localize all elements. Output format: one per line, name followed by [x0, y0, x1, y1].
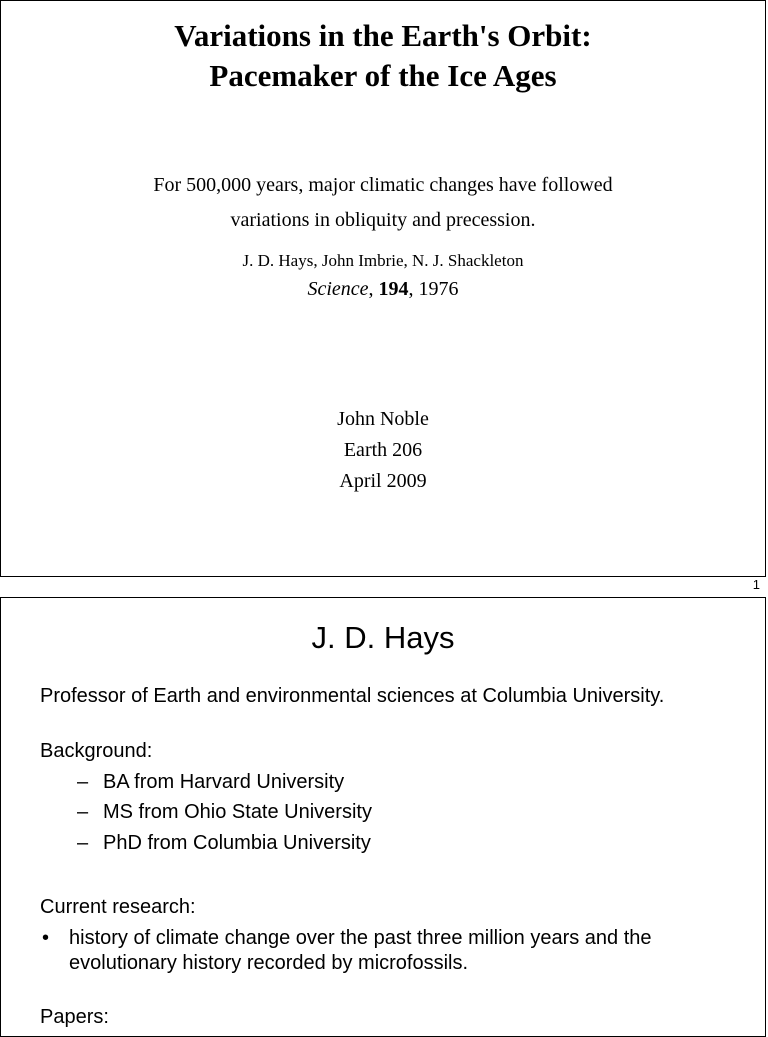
list-item-text: PhD from Columbia University — [103, 832, 371, 854]
subtitle-line-2: variations in obliquity and precession. — [230, 209, 536, 231]
dash-icon: – — [77, 801, 89, 823]
citation-separator-1: , — [368, 278, 379, 300]
research-text-line-2: evolutionary history recorded by microfossils. — [69, 952, 469, 974]
slide-title-line-2: Pacemaker of the Ice Ages — [209, 58, 557, 93]
citation-separator-2: , — [408, 278, 419, 300]
subtitle-line-1: For 500,000 years, major climatic changes have followed — [153, 174, 613, 196]
presentation-date: April 2009 — [339, 470, 427, 492]
bullet-icon: • — [42, 927, 50, 949]
citation-journal: Science — [307, 278, 369, 300]
list-item-text: MS from Ohio State University — [103, 801, 372, 823]
research-heading: Current research: — [40, 896, 196, 918]
dash-icon: – — [77, 832, 89, 854]
citation-year: 1976 — [418, 278, 459, 300]
slide-title: J. D. Hays — [311, 620, 455, 655]
bio-slide — [0, 597, 766, 1037]
dash-icon: – — [77, 771, 89, 793]
course-name: Earth 206 — [343, 439, 423, 461]
research-text-line-1: history of climate change over the past three million years and the — [69, 927, 652, 949]
authors: J. D. Hays, John Imbrie, N. J. Shackleton — [242, 251, 524, 270]
page-number: 1 — [752, 577, 760, 592]
papers-heading: Papers: — [40, 1006, 109, 1028]
list-item-text: BA from Harvard University — [103, 771, 345, 793]
citation-volume: 194 — [378, 278, 409, 300]
slide-title-line-1: Variations in the Earth's Orbit: — [174, 18, 592, 53]
role-text: Professor of Earth and environmental sciences at Columbia University. — [40, 685, 665, 707]
background-heading: Background: — [40, 740, 153, 762]
citation — [1, 278, 765, 301]
presenter-name: John Noble — [337, 408, 429, 430]
